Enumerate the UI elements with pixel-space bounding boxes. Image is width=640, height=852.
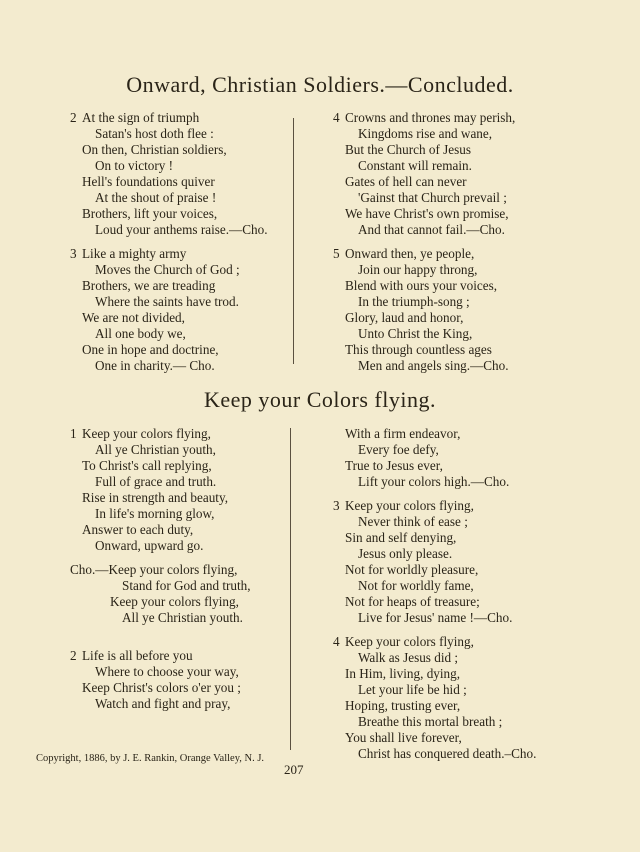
verse-line: [70, 126, 268, 142]
verse-line: [70, 158, 268, 174]
verse-text: Breathe this mortal breath ;: [358, 714, 503, 729]
stanza-gap: [70, 626, 251, 648]
verse-text: And that cannot fail.—Cho.: [358, 222, 505, 237]
verse-text: Constant will remain.: [358, 158, 472, 173]
verse-line: [333, 594, 536, 610]
verse-line: [333, 730, 536, 746]
verse-line: [333, 278, 515, 294]
verse-line: [333, 666, 536, 682]
verse-text: Where the saints have trod.: [95, 294, 239, 309]
verse-text: Gates of hell can never: [345, 174, 467, 189]
verse-text: To Christ's call replying,: [82, 458, 212, 473]
verse-line: [70, 474, 251, 490]
verse-text: Every foe defy,: [358, 442, 439, 457]
verse-line: [70, 262, 268, 278]
verse-line: [70, 594, 251, 610]
verse-text: All one body we,: [95, 326, 186, 341]
verse-line: [333, 714, 536, 730]
verse-text: Answer to each duty,: [82, 522, 194, 537]
verse-line: [70, 310, 268, 326]
verse-line: [333, 474, 536, 490]
verse-text: Jesus only please.: [358, 546, 453, 561]
verse-line: [333, 206, 515, 222]
verse-line: [333, 426, 536, 442]
verse-line: [333, 698, 536, 714]
verse-text: Keep your colors flying,: [110, 594, 239, 609]
verse-line: [333, 634, 536, 650]
verse-line: [70, 278, 268, 294]
verse-line: [70, 426, 251, 442]
stanza-number: 3: [333, 498, 340, 513]
verse-line: [333, 514, 536, 530]
stanza-number: 4: [333, 634, 340, 649]
verse-line: [333, 142, 515, 158]
verse-text: In the triumph-song ;: [358, 294, 470, 309]
verse-text: Glory, laud and honor,: [345, 310, 464, 325]
verse-text: 'Gainst that Church prevail ;: [358, 190, 507, 205]
stanzas-1-2-chorus: [70, 426, 251, 712]
verse-text: Hoping, trusting ever,: [345, 698, 461, 713]
stanzas-2-3: [70, 110, 268, 374]
verse-line: [70, 246, 268, 262]
verse-text: Where to choose your way,: [95, 664, 239, 679]
verse-text: Onward then, ye people,: [345, 246, 475, 261]
verse-line: [70, 358, 268, 374]
verse-text: Not for heaps of treasure;: [345, 594, 480, 609]
verse-text: At the sign of triumph: [82, 110, 200, 125]
verse-line: [333, 110, 515, 126]
verse-line: [70, 562, 251, 578]
verse-text: Keep your colors flying,: [82, 426, 211, 441]
verse-text: Let your life be hid ;: [358, 682, 467, 697]
verse-text: Loud your anthems raise.—Cho.: [95, 222, 268, 237]
verse-text: Full of grace and truth.: [95, 474, 217, 489]
verse-text: True to Jesus ever,: [345, 458, 443, 473]
verse-text: Sin and self denying,: [345, 530, 457, 545]
verse-text: Walk as Jesus did ;: [358, 650, 459, 665]
verse-text: Crowns and thrones may perish,: [345, 110, 516, 125]
stanza-gap: [70, 554, 251, 562]
verse-text: In Him, living, dying,: [345, 666, 461, 681]
verse-line: [333, 546, 536, 562]
verse-text: Kingdoms rise and wane,: [358, 126, 493, 141]
verse-text: Keep your colors flying,: [345, 498, 474, 513]
verse-line: [333, 650, 536, 666]
verse-line: [70, 206, 268, 222]
verse-text: Satan's host doth flee :: [95, 126, 214, 141]
verse-line: [333, 246, 515, 262]
verse-text: Brothers, lift your voices,: [82, 206, 218, 221]
verse-line: [333, 294, 515, 310]
stanzas-4-5: [333, 110, 515, 374]
verse-text: This through countless ages: [345, 342, 492, 357]
stanza-gap: [333, 626, 536, 634]
verse-line: [333, 682, 536, 698]
verse-text: You shall live forever,: [345, 730, 462, 745]
verse-line: [70, 538, 251, 554]
verse-line: [333, 458, 536, 474]
verse-text: Blend with ours your voices,: [345, 278, 498, 293]
verse-line: [70, 110, 268, 126]
stanza-gap: [333, 238, 515, 246]
verse-text: Never think of ease ;: [358, 514, 468, 529]
verse-line: [70, 506, 251, 522]
verse-text: One in charity.— Cho.: [95, 358, 215, 373]
verse-line: [70, 648, 251, 664]
verse-text: Keep your colors flying,: [345, 634, 474, 649]
verse-text: On to victory !: [95, 158, 174, 173]
verse-line: [70, 294, 268, 310]
verse-line: [333, 530, 536, 546]
verse-text: With a firm endeavor,: [345, 426, 461, 441]
verse-line: [70, 174, 268, 190]
verse-text: All ye Christian youth,: [95, 442, 216, 457]
verse-text: Unto Christ the King,: [358, 326, 473, 341]
verse-line: [333, 578, 536, 594]
hymn-title-onward: Onward, Christian Soldiers.—Concluded.: [126, 72, 514, 97]
verse-line: [333, 562, 536, 578]
verse-text: At the shout of praise !: [95, 190, 217, 205]
stanza-number: 2: [70, 648, 77, 663]
stanza-number: 4: [333, 110, 340, 125]
verse-text: Keep Christ's colors o'er you ;: [82, 680, 241, 695]
verse-text: Lift your colors high.—Cho.: [358, 474, 510, 489]
verse-line: [333, 190, 515, 206]
verse-line: [333, 442, 536, 458]
hymn-title-keep-colors: Keep your Colors flying.: [204, 387, 436, 412]
verse-line: [333, 310, 515, 326]
verse-text: On then, Christian soldiers,: [82, 142, 227, 157]
verse-text: Not for worldly fame,: [358, 578, 474, 593]
verse-text: All ye Christian youth.: [122, 610, 243, 625]
stanza-number: 1: [70, 426, 77, 441]
verse-line: [70, 522, 251, 538]
copyright-notice: Copyright, 1886, by J. E. Rankin, Orange Valley, N. J.: [36, 753, 265, 764]
verse-line: [70, 442, 251, 458]
verse-line: [333, 158, 515, 174]
verse-line: [70, 222, 268, 238]
stanza-number: 5: [333, 246, 340, 261]
verse-line: [70, 190, 268, 206]
page-number: 207: [284, 762, 304, 777]
verse-text: Rise in strength and beauty,: [82, 490, 229, 505]
verse-text: Moves the Church of God ;: [95, 262, 240, 277]
verse-line: [70, 664, 251, 680]
verse-text: Not for worldly pleasure,: [345, 562, 479, 577]
stanza-gap: [333, 490, 536, 498]
verse-line: [333, 746, 536, 762]
verse-line: [70, 142, 268, 158]
verse-text: Life is all before you: [82, 648, 193, 663]
column-divider: [293, 118, 294, 364]
verse-text: We have Christ's own promise,: [345, 206, 509, 221]
verse-text: One in hope and doctrine,: [82, 342, 219, 357]
verse-text: Onward, upward go.: [95, 538, 204, 553]
column-divider-2: [290, 428, 291, 750]
verse-text: Like a mighty army: [82, 246, 187, 261]
verse-text: In life's morning glow,: [95, 506, 215, 521]
verse-text: But the Church of Jesus: [345, 142, 472, 157]
stanza-number: 2: [70, 110, 77, 125]
verse-line: [70, 458, 251, 474]
verse-line: [70, 342, 268, 358]
verse-text: Watch and fight and pray,: [95, 696, 231, 711]
verse-line: [70, 610, 251, 626]
stanza-gap: [70, 238, 268, 246]
verse-line: [70, 680, 251, 696]
verse-line: [333, 498, 536, 514]
verse-text: We are not divided,: [82, 310, 185, 325]
verse-line: [70, 490, 251, 506]
verse-line: [70, 326, 268, 342]
verse-line: [333, 262, 515, 278]
verse-text: Men and angels sing.—Cho.: [358, 358, 509, 373]
verse-text: Join our happy throng,: [358, 262, 478, 277]
verse-line: [70, 578, 251, 594]
verse-line: [333, 610, 536, 626]
verse-line: [333, 326, 515, 342]
verse-text: Live for Jesus' name !—Cho.: [358, 610, 513, 625]
verse-line: [333, 126, 515, 142]
verse-line: [333, 174, 515, 190]
verse-text: Brothers, we are treading: [82, 278, 216, 293]
verse-line: [333, 358, 515, 374]
verse-text: Cho.—Keep your colors flying,: [70, 562, 238, 577]
verse-line: [333, 342, 515, 358]
stanzas-3-4: [333, 426, 536, 762]
verse-text: Stand for God and truth,: [122, 578, 251, 593]
verse-line: [333, 222, 515, 238]
verse-line: [70, 696, 251, 712]
stanza-number: 3: [70, 246, 77, 261]
verse-text: Christ has conquered death.–Cho.: [358, 746, 537, 761]
verse-text: Hell's foundations quiver: [82, 174, 215, 189]
